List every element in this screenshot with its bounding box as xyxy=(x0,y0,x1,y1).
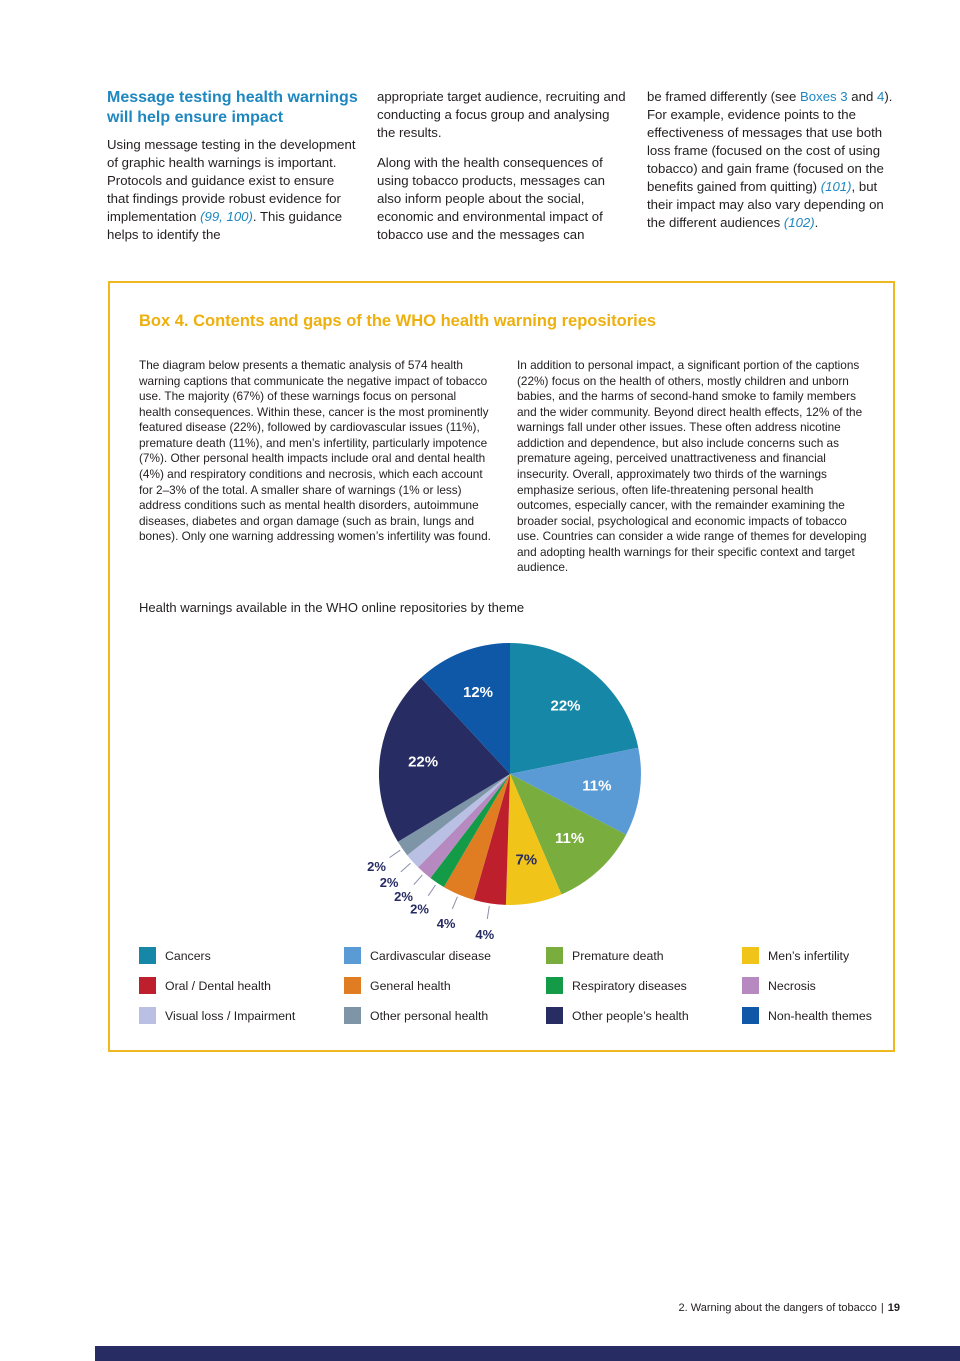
legend-label: Premature death xyxy=(572,948,664,963)
pie-leader-line xyxy=(401,863,411,872)
footer-separator: | xyxy=(880,1302,884,1314)
box-body xyxy=(139,358,869,576)
cross-reference-link[interactable]: 4 xyxy=(876,89,885,104)
box-title: Box 4. Contents and gaps of the WHO health warning repositories xyxy=(139,312,657,330)
legend-item-other-people-s-health xyxy=(546,1007,742,1024)
legend-label: Other people’s health xyxy=(572,1008,689,1023)
text-segment: be framed differently (see xyxy=(647,89,800,104)
page-footer xyxy=(679,1302,900,1314)
text-segment: Using message testing in the development of graphic health warnings is important. Protocols and guidance exist to ensure that findings provide robust evidence for implementation xyxy=(107,136,356,224)
text-segment: . xyxy=(814,214,819,230)
legend-item-oral-dental-health xyxy=(139,977,344,994)
legend-label: Visual loss / Impairment xyxy=(165,1008,296,1023)
legend-item-premature-death xyxy=(546,947,742,964)
legend-swatch xyxy=(742,947,759,964)
footer-section-title: 2. Warning about the dangers of tobacco xyxy=(678,1302,877,1314)
pie-label-visual-loss-impairment: 2% xyxy=(379,874,399,890)
legend-item-visual-loss-impairment xyxy=(139,1007,344,1024)
legend-swatch xyxy=(139,977,156,994)
cross-reference-link[interactable]: Boxes 3 xyxy=(799,89,848,104)
legend-label: Oral / Dental health xyxy=(165,978,271,993)
intro-paragraph: Along with the health consequences of using tobacco products, messages can also inform people about the social, economic and environmental impact of tobacco use and the messages can xyxy=(377,154,605,242)
pie-label-premature-death: 11% xyxy=(554,829,585,847)
text-segment: . This guidance helps to identify the xyxy=(107,208,343,242)
intro-section xyxy=(107,88,899,256)
legend-swatch xyxy=(344,947,361,964)
legend-item-men-s-infertility xyxy=(742,947,884,964)
pie-label-cardivascular-disease: 11% xyxy=(582,777,612,795)
text-segment: ). For example, evidence points to the effectiveness of messages that use both loss frame (focused on the cost of using tobacco) and gain frame (focused on the benefits gained from quitting) xyxy=(647,89,893,194)
pie-label-general-health: 4% xyxy=(436,915,456,931)
chart-legend xyxy=(139,947,884,1024)
legend-item-other-personal-health xyxy=(344,1007,546,1024)
citation-ref[interactable]: (101) xyxy=(820,178,852,194)
pie-label-cancers: 22% xyxy=(550,697,581,715)
footer-bar xyxy=(95,1346,960,1361)
legend-label: General health xyxy=(370,978,451,993)
legend-swatch xyxy=(344,977,361,994)
intro-paragraph: appropriate target audience, recruiting and conducting a focus group and analysing the results. xyxy=(377,89,626,140)
intro-col-1 xyxy=(107,88,359,256)
pie-leader-line xyxy=(487,906,489,919)
legend-swatch xyxy=(742,1007,759,1024)
pie-label-men-s-infertility: 7% xyxy=(515,851,538,869)
legend-label: Non-health themes xyxy=(768,1008,872,1023)
legend-label: Necrosis xyxy=(768,978,816,993)
legend-item-non-health-themes xyxy=(742,1007,884,1024)
page-number: 19 xyxy=(887,1302,900,1314)
legend-item-general-health xyxy=(344,977,546,994)
pie-label-respiratory-diseases: 2% xyxy=(410,901,429,917)
box-paragraph-left: The diagram below presents a thematic analysis of 574 health warning captions that communicate the negative impact of tobacco use. The majority (67%) of these warnings focus on personal health consequences. Within these, cancer is the most prominently featured disease (22%), followed by cardiovascular issues (11%), premature death (11%), and men’s infertility, particularly impotence (7%). Other personal health impacts include oral and dental health (4%) and respiratory conditions and necrosis, which each account for 2–3% of the total. A smaller share of warnings (1% or less) address conditions such as mental health disorders, autoimmune diseases, diabetes and organ damage (such as brain, lungs and bones). Only one warning addressing women’s infertility was found. xyxy=(139,358,491,544)
pie-leader-line xyxy=(428,885,435,896)
pie-label-other-people-s-health: 22% xyxy=(408,753,439,771)
legend-swatch xyxy=(139,1007,156,1024)
legend-item-necrosis xyxy=(742,977,884,994)
pie-leader-line xyxy=(414,875,423,885)
intro-col-3 xyxy=(647,88,899,256)
citation-ref[interactable]: (102) xyxy=(783,214,815,230)
pie-leader-line xyxy=(452,897,457,909)
text-segment: and xyxy=(847,89,877,104)
chart-title: Health warnings available in the WHO online repositories by theme xyxy=(139,600,525,615)
intro-col-2 xyxy=(377,88,629,256)
pie-chart xyxy=(252,628,772,940)
legend-swatch xyxy=(546,947,563,964)
legend-swatch xyxy=(344,1007,361,1024)
intro-paragraph xyxy=(107,136,359,244)
legend-label: Men’s infertility xyxy=(768,948,850,963)
pie-label-non-health-themes: 12% xyxy=(462,683,494,701)
pie-label-oral-dental-health: 4% xyxy=(475,927,495,940)
legend-item-cancers xyxy=(139,947,344,964)
intro-paragraph xyxy=(647,88,899,232)
box-4 xyxy=(108,281,895,1052)
text-segment: , but their impact may also vary depending on the different audiences xyxy=(647,178,884,230)
pie-label-other-personal-health: 2% xyxy=(367,859,386,875)
legend-swatch xyxy=(139,947,156,964)
legend-item-cardivascular-disease xyxy=(344,947,546,964)
box-paragraph-right: In addition to personal impact, a significant portion of the captions (22%) focus on the health of others, mostly children and unborn babies, and the harms of second-hand smoke to family members and the wider community. Beyond direct health effects, 12% of the warnings fall under other issues. These often address nicotine addiction and dependence, but also include concerns such as premature ageing, perceived unattractiveness and financial insecurity. Overall, approximately two thirds of the warnings emphasize serious, often life-threatening personal health outcomes, especially cancer, with the remainder examining the broader social, psychological and economic impacts of tobacco use. Countries can consider a wide range of themes for developing and adopting health warnings for their specific context and target audience. xyxy=(517,358,867,575)
legend-swatch xyxy=(546,1007,563,1024)
citation-ref[interactable]: (99, 100) xyxy=(200,208,253,224)
legend-swatch xyxy=(742,977,759,994)
legend-label: Cancers xyxy=(165,948,211,963)
pie-leader-line xyxy=(390,850,401,857)
legend-swatch xyxy=(546,977,563,994)
section-heading: Message testing health warnings will help ensure impact xyxy=(107,89,358,127)
legend-label: Other personal health xyxy=(370,1008,489,1023)
legend-item-respiratory-diseases xyxy=(546,977,742,994)
legend-label: Respiratory diseases xyxy=(572,978,687,993)
legend-label: Cardivascular disease xyxy=(370,948,491,963)
pie-label-necrosis: 2% xyxy=(394,889,413,905)
